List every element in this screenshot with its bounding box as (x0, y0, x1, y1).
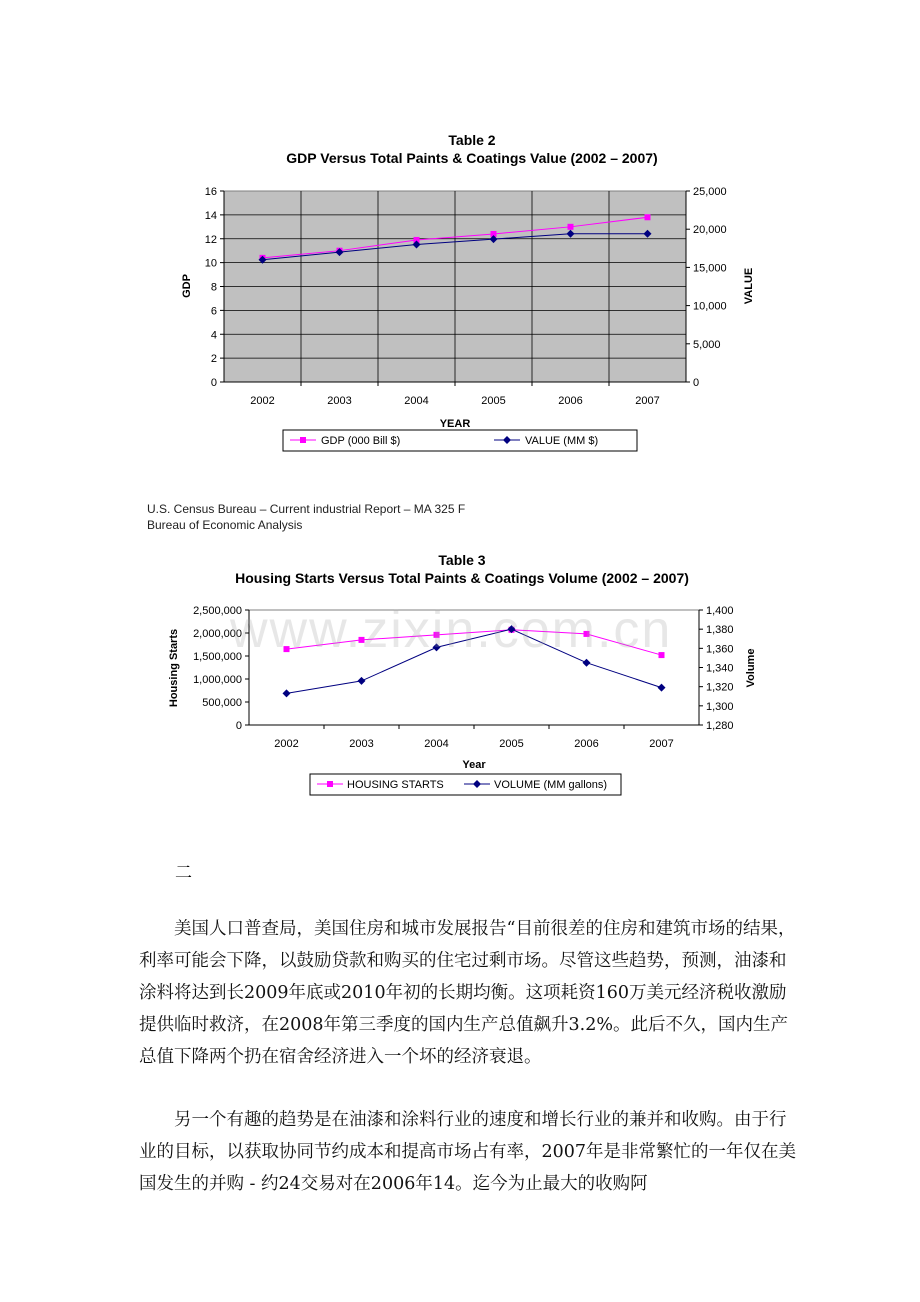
chart2-legend-volume: VOLUME (MM gallons) (494, 779, 608, 791)
y2-tick-label: 1,360 (706, 643, 734, 656)
paragraph-1-block (139, 913, 799, 1073)
chart1-ylabel: GDP (181, 274, 193, 298)
x-tick-label: 2007 (649, 738, 674, 750)
x-tick-label: 2004 (404, 395, 429, 407)
chart1-legend-value: VALUE (MM $) (525, 435, 599, 447)
y-tick-label: 8 (210, 281, 217, 294)
chart2-y2label: Volume (745, 648, 757, 688)
x-tick-label: 2006 (574, 738, 599, 750)
y-tick-label: 10 (204, 257, 217, 270)
y-tick-label: 500,000 (202, 697, 242, 709)
x-tick-label: 2005 (499, 738, 524, 750)
y2-tick-label: 1,340 (706, 662, 734, 675)
paragraph-2: 另一个有趣的趋势是在油漆和涂料行业的速度和增长行业的兼并和收购。由于行业的目标，以获取协同节约成本和提高市场占有率，2007年是非常繁忙的一年仅在美国发生的并购 - 约24交易对在2006年14。迄今为止最大的收购阿 (139, 1110, 797, 1194)
x-tick-label: 2003 (327, 395, 352, 407)
chart2-legend (310, 774, 621, 795)
x-tick-label: 2004 (424, 738, 449, 750)
source-line-2: Bureau of Economic Analysis (147, 518, 303, 532)
y2-tick-label: 15,000 (693, 262, 727, 275)
y-tick-label: 1,000,000 (193, 674, 242, 686)
chart2-title: Table 3 (438, 552, 486, 568)
y-tick-label: 0 (210, 377, 217, 389)
section-heading: 二 (175, 863, 192, 883)
y2-tick-label: 1,380 (706, 624, 734, 637)
y-tick-label: 4 (210, 329, 217, 342)
y2-tick-label: 5,000 (693, 338, 721, 351)
x-tick-label: 2007 (635, 395, 660, 407)
watermark: www.zixin.com.cn (230, 601, 673, 659)
chart1-xlabel: YEAR (439, 418, 471, 430)
chart2-ylabel: Housing Starts (168, 628, 180, 708)
x-tick-label: 2002 (274, 738, 299, 750)
x-tick-label: 2002 (250, 395, 275, 407)
chart1-legend-gdp: GDP (000 Bill $) (321, 435, 401, 447)
y2-tick-label: 1,320 (706, 681, 734, 694)
x-tick-label: 2003 (349, 738, 374, 750)
paragraph-2-block (139, 1104, 799, 1200)
x-tick-label: 2006 (558, 395, 583, 407)
y-tick-label: 6 (210, 305, 217, 318)
y-tick-label: 2 (210, 353, 217, 366)
chart1-y2label: VALUE (743, 267, 755, 305)
y2-tick-label: 25,000 (693, 186, 727, 198)
y2-tick-label: 0 (693, 377, 700, 389)
chart2-legend-housing: HOUSING STARTS (347, 779, 444, 791)
y-tick-label: 12 (204, 233, 217, 246)
legend-square-marker-icon (327, 781, 333, 787)
y-tick-label: 0 (235, 720, 242, 732)
y-tick-label: 2,000,000 (193, 628, 242, 640)
y-tick-label: 2,500,000 (193, 605, 242, 617)
x-tick-label: 2005 (481, 395, 506, 407)
y2-tick-label: 20,000 (693, 224, 727, 237)
y-tick-label: 14 (204, 209, 217, 222)
y-tick-label: 1,500,000 (193, 651, 242, 663)
paragraph-1: 美国人口普查局，美国住房和城市发展报告“目前很差的住房和建筑市场的结果，利率可能会下降，以鼓励贷款和购买的住宅过剩市场。尽管这些趋势，预测，油漆和涂料将达到长2009年底或2010年初的长期均衡。这项耗资160万美元经济税收激励提供临时救济，在2008年第三季度的国内生产总值飙升3.2%。此后不久，国内生产总值下降两个扔在宿舍经济进入一个坏的经济衰退。 (139, 919, 796, 1067)
chart2-xlabel: Year (462, 759, 486, 771)
source-line-1: U.S. Census Bureau – Current industrial Report – MA 325 F (147, 502, 466, 516)
y2-tick-label: 1,400 (706, 605, 734, 617)
chart2-subtitle: Housing Starts Versus Total Paints & Coatings Volume (2002 – 2007) (235, 570, 689, 586)
y2-tick-label: 1,300 (706, 700, 734, 713)
y2-tick-label: 10,000 (693, 300, 727, 313)
chart1-title: Table 2 (448, 132, 496, 148)
y2-tick-label: 1,280 (706, 720, 734, 732)
chart1-subtitle: GDP Versus Total Paints & Coatings Value (2002 – 2007) (286, 150, 658, 166)
y-tick-label: 16 (204, 186, 217, 198)
